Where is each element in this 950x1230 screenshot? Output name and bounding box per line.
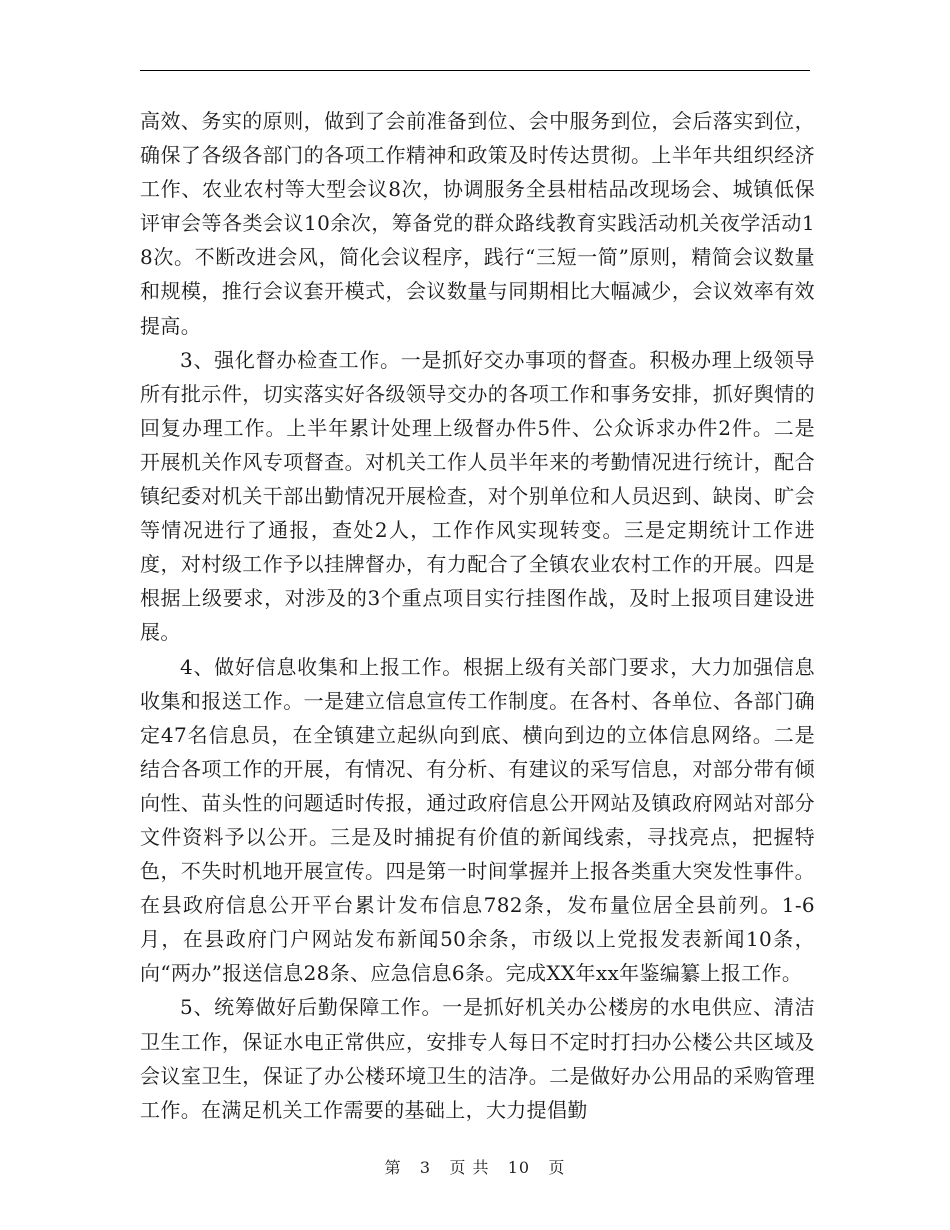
footer-middle: 页 共 [449,1158,490,1177]
page-footer [0,1155,950,1178]
header-rule [140,70,810,71]
current-page-number: 3 [419,1158,432,1177]
paragraph-supervision: 3、强化督办检查工作。一是抓好交办事项的督查。积极办理上级领导所有批示件，切实落实好各级领导交办的各项工作和事务安排，抓好舆情的回复办理工作。上半年累计处理上级督办件5件、公众诉求办件2件。二是开展机关作风专项督查。对机关工作人员半年来的考勤情况进行统计，配合镇纪委对机关干部出勤情况开展检查，对个别单位和人员迟到、缺岗、旷会等情况进行了通报，查处2人，工作作风实现转变。三是定期统计工作进度，对村级工作予以挂牌督办，有力配合了全镇农业农村工作的开展。四是根据上级要求，对涉及的3个重点项目实行挂图作战，及时上报项目建设进展。 [140,347,815,645]
footer-prefix: 第 [384,1158,402,1177]
footer-suffix: 页 [548,1158,566,1177]
total-page-count: 10 [507,1158,531,1177]
paragraph-information: 4、做好信息收集和上报工作。根据上级有关部门要求，大力加强信息收集和报送工作。一是建立信息宣传工作制度。在各村、各单位、各部门确定47名信息员，在全镇建立起纵向到底、横向到边的立体信息网络。二是结合各项工作的开展，有情况、有分析、有建议的采写信息，对部分带有倾向性、苗头性的问题适时传报，通过政府信息公开网站及镇政府网站对部分文件资料予以公开。三是及时捕捉有价值的新闻线索，寻找亮点，把握特色，不失时机地开展宣传。四是第一时间掌握并上报各类重大突发性事件。在县政府信息公开平台累计发布信息782条，发布量位居全县前列。1-6月，在县政府门户网站发布新闻50余条，市级以上党报发表新闻10条，向“两办”报送信息28条、应急信息6条。完成XX年xx年鉴编纂上报工作。 [140,654,815,986]
paragraph-meeting-service: 高效、务实的原则，做到了会前准备到位、会中服务到位，会后落实到位，确保了各级各部门的各项工作精神和政策及时传达贯彻。上半年共组织经济工作、农业农村等大型会议8次，协调服务全县柑桔品改现场会、城镇低保评审会等各类会议10余次，筹备党的群众路线教育实践活动机关夜学活动18次。不断改进会风，简化会议程序，践行“三短一简”原则，精简会议数量和规模，推行会议套开模式，会议数量与同期相比大幅减少，会议效率有效提高。 [140,109,815,338]
page-body [140,104,815,1127]
paragraph-logistics: 5、统筹做好后勤保障工作。一是抓好机关办公楼房的水电供应、清洁卫生工作，保证水电正常供应，安排专人每日不定时打扫办公楼公共区域及会议室卫生，保证了办公楼环境卫生的洁净。二是做好办公用品的采购管理工作。在满足机关工作需要的基础上，大力提倡勤 [140,995,815,1122]
